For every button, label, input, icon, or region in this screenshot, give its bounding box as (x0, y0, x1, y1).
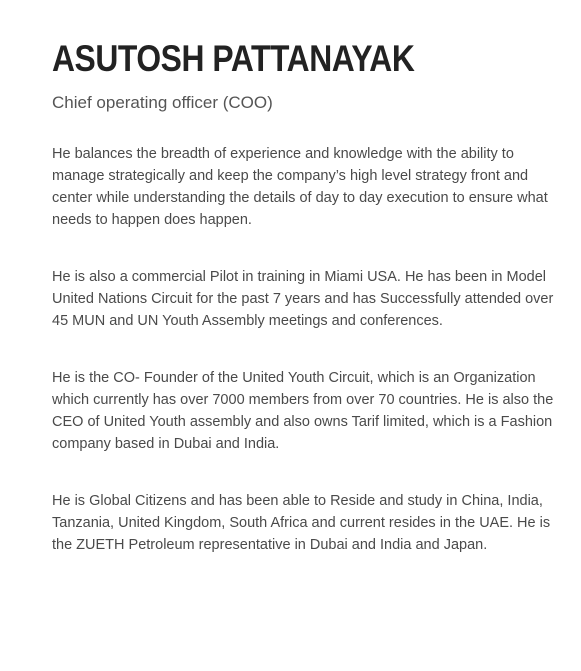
bio-paragraph: He balances the breadth of experience and knowledge with the ability to manage strategically and keep the company’s high level strategy front and center while understanding the details of day to day execution to ensure what needs to happen does happen. (52, 146, 548, 228)
bio-paragraph: He is also a commercial Pilot in training in Miami USA. He has been in Model United Nations Circuit for the past 7 years and has Successfully attended over 45 MUN and UN Youth Assembly meetings and conferences. (52, 269, 554, 329)
person-role: Chief operating officer (COO) (52, 93, 273, 112)
profile-section (52, 34, 567, 591)
bio-paragraph: He is Global Citizens and has been able to Reside and study in China, India, Tanzania, United Kingdom, South Africa and current resides in the UAE. He is the ZUETH Petroleum representative in Dubai and India and Japan. (52, 493, 551, 553)
bio-text (52, 143, 567, 556)
person-name: ASUTOSH PATTANAYAK (52, 38, 415, 79)
bio-paragraph: He is the CO- Founder of the United Youth Circuit, which is an Organization which currently has over 7000 members from over 70 countries. He is also the CEO of United Youth assembly and also owns Tarif limited, which is a Fashion company based in Dubai and India. (52, 370, 554, 452)
